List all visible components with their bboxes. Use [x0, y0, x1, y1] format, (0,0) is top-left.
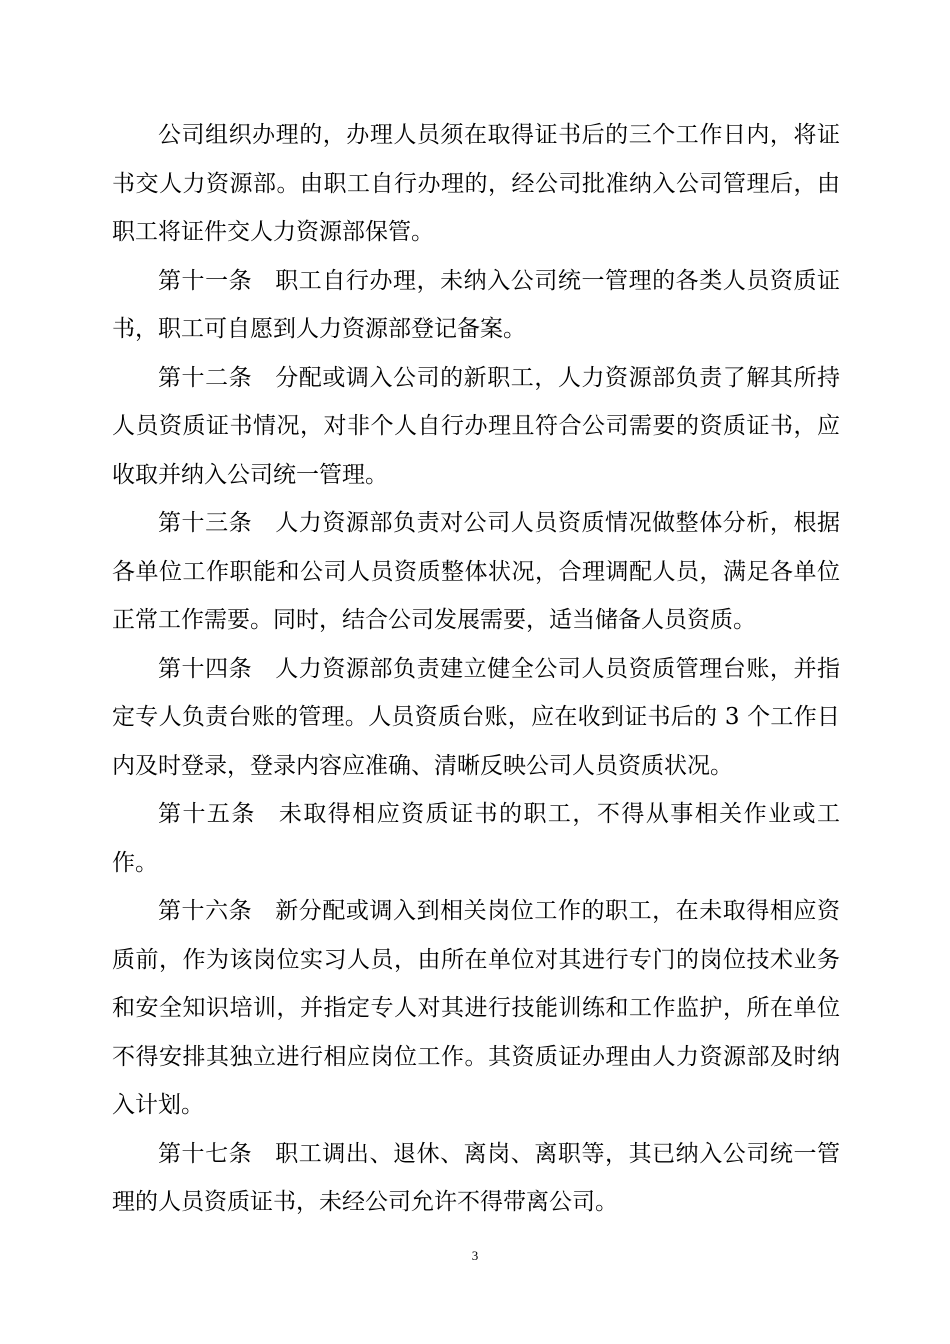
paragraph-continuation — [112, 111, 840, 257]
paragraph-text: 分配或调入公司的新职工，人力资源部负责了解其所持人员资质证书情况，对非个人自行办理且符合公司需要的资质证书，应收取并纳入公司统一管理。 — [112, 364, 841, 488]
article-14 — [112, 645, 840, 791]
paragraph-text: 职工自行办理，未纳入公司统一管理的各类人员资质证书，职工可自愿到人力资源部登记备案。 — [112, 267, 841, 342]
article-number: 第十一条 — [158, 267, 253, 294]
paragraph-text: 未取得相应资质证书的职工，不得从事相关作业或工作。 — [112, 801, 841, 876]
article-number: 第十四条 — [158, 655, 253, 682]
article-12 — [112, 354, 840, 500]
page-number: 3 — [471, 1248, 479, 1263]
article-13 — [112, 499, 840, 645]
article-17 — [112, 1130, 840, 1227]
paragraph-text: 人力资源部负责建立健全公司人员资质管理台账，并指定专人负责台账的管理。人员资质台账，应在收到证书后的 3 个工作日内及时登录，登录内容应准确、清晰反映公司人员资质状况。 — [112, 655, 841, 779]
paragraph-text: 新分配或调入到相关岗位工作的职工，在未取得相应资质前，作为该岗位实习人员，由所在单位对其进行专门的岗位技术业务和安全知识培训，并指定专人对其进行技能训练和工作监护，所在单位不得安排其独立进行相应岗位工作。其资质证办理由人力资源部及时纳入计划。 — [112, 898, 841, 1118]
article-11 — [112, 257, 840, 354]
article-number: 第十二条 — [158, 364, 253, 391]
article-number: 第十三条 — [158, 510, 253, 536]
article-16 — [112, 887, 840, 1130]
article-number: 第十七条 — [158, 1140, 253, 1167]
paragraph-text: 人力资源部负责对公司人员资质情况做整体分析，根据各单位工作职能和公司人员资质整体状况，合理调配人员，满足各单位正常工作需要。同时，结合公司发展需要，适当储备人员资质。 — [112, 510, 841, 633]
article-number: 第十六条 — [158, 898, 253, 924]
article-number: 第十五条 — [158, 801, 256, 827]
paragraph-text: 公司组织办理的，办理人员须在取得证书后的三个工作日内，将证书交人力资源部。由职工自行办理的，经公司批准纳入公司管理后，由职工将证件交人力资源部保管。 — [112, 122, 840, 245]
article-15 — [112, 790, 840, 887]
paragraph-text: 职工调出、退休、离岗、离职等，其已纳入公司统一管理的人员资质证书，未经公司允许不得带离公司。 — [112, 1140, 841, 1215]
document-body — [112, 111, 840, 1227]
